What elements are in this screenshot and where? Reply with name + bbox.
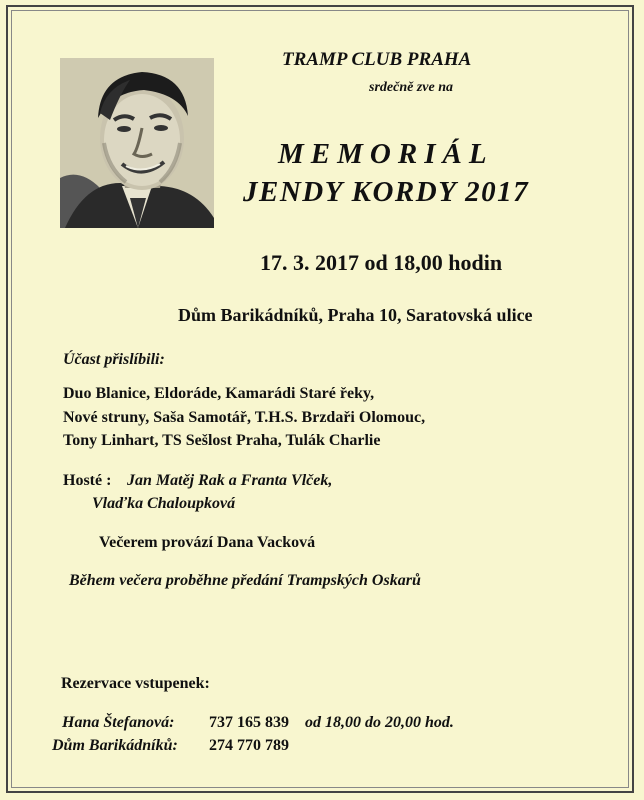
- event-title-line1: MEMORIÁL: [278, 138, 494, 170]
- oscar-line: Během večera proběhne předání Trampských Oskarů: [69, 572, 421, 589]
- guests-line: Jan Matěj Rak a Franta Vlček,: [127, 472, 333, 489]
- performers-heading: Účast přislíbili:: [63, 351, 165, 368]
- contact-phone: 737 165 839: [209, 714, 289, 731]
- performers-line: Tony Linhart, TS Sešlost Praha, Tulák Charlie: [63, 432, 381, 449]
- performers-line: Nové struny, Saša Samotář, T.H.S. Brzdaři Olomouc,: [63, 409, 426, 426]
- event-venue: Dům Barikádníků, Praha 10, Saratovská ulice: [178, 305, 533, 325]
- performers-line: Duo Blanice, Eldoráde, Kamarádi Staré řeky,: [63, 385, 375, 402]
- event-title-line2: JENDY KORDY 2017: [243, 176, 530, 208]
- contact-phone: 274 770 789: [209, 737, 289, 754]
- portrait-photo: [60, 58, 214, 228]
- contact-name: Dům Barikádníků:: [52, 737, 178, 754]
- contact-hours: od 18,00 do 20,00 hod.: [305, 714, 454, 731]
- host-line: Večerem provází Dana Vacková: [99, 534, 316, 551]
- reservation-heading: Rezervace vstupenek:: [61, 675, 210, 692]
- invite-text: srdečně zve na: [369, 80, 453, 95]
- guests-line: Vlaďka Chaloupková: [92, 495, 236, 512]
- club-name: TRAMP CLUB PRAHA: [282, 49, 472, 70]
- contact-name: Hana Štefanová:: [62, 714, 175, 731]
- event-datetime: 17. 3. 2017 od 18,00 hodin: [260, 250, 503, 275]
- guests-label: Hosté :: [63, 472, 112, 489]
